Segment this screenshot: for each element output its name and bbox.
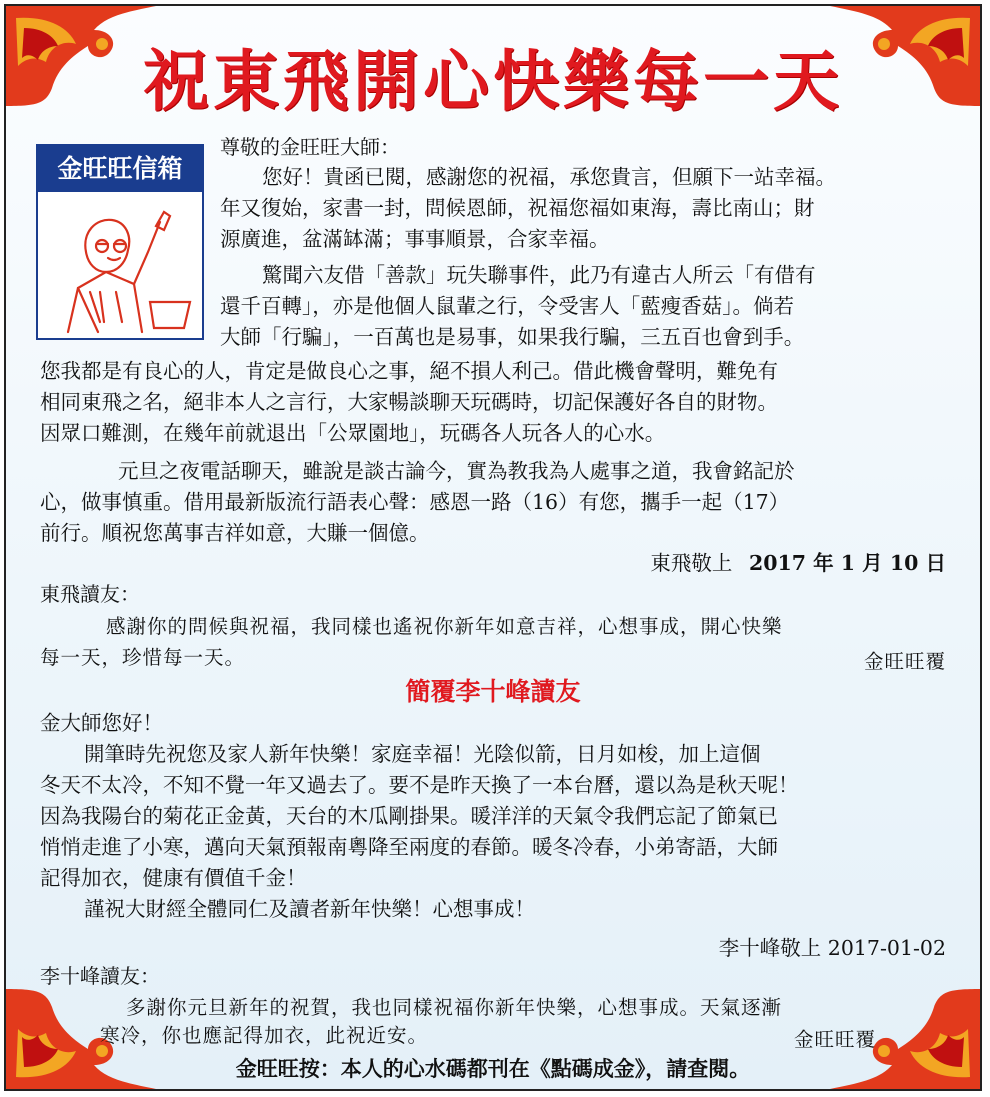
- letter2-line: 冬天不太冷，不知不覺一年又過去了。要不是昨天換了一本台曆，還以為是秋天呢！: [40, 773, 799, 797]
- letter1-line: 大師「行騙」，一百萬也是易事，如果我行騙，三五百也會到手。: [220, 325, 805, 349]
- letter1-line: 您我都是有良心的人，肯定是做良心之事，絕不損人利己。借此機會聲明，難免有: [40, 359, 778, 383]
- letter1-line: 前行。順祝您萬事吉祥如意，大賺一個億。: [40, 521, 430, 545]
- newspaper-column: [4, 4, 982, 1091]
- letter1-line: 相同東飛之名，絕非本人之言行，大家暢談聊天玩碼時，切記保護好各自的財物。: [40, 390, 778, 414]
- reply2-line: 寒冷，你也應記得加衣，此祝近安。: [100, 1024, 429, 1047]
- letter2-line: 悄悄走進了小寒，邁向天氣預報南粵降至兩度的春節。暖冬冷春，小弟寄語，大師: [40, 835, 778, 859]
- reply2-line: 多謝你元旦新年的祝賀，我也同樣祝福你新年快樂，心想事成。天氣逐漸: [126, 996, 783, 1019]
- mailbox-logo: [36, 144, 204, 340]
- letter1-line: 元旦之夜電話聊天，雖說是談古論今，實為教我為人處事之道，我會銘記於: [118, 459, 795, 483]
- section-subheading: 簡覆李十峰讀友: [405, 677, 581, 706]
- letter1-line: 驚聞六友借「善款」玩失聯事件，此乃有違古人所云「有借有: [262, 263, 816, 287]
- letter2-line: 開筆時先祝您及家人新年快樂！家庭幸福！光陰似箭，日月如梭，加上這個: [84, 742, 761, 766]
- letter2-line: 記得加衣，健康有價值千金！: [40, 866, 307, 890]
- reply1-signature: 金旺旺覆: [863, 650, 946, 673]
- letter1-signature: [650, 546, 946, 576]
- letter2-signature: 李十峰敬上 2017-01-02: [718, 936, 946, 960]
- reply2-signature: 金旺旺覆: [793, 1028, 876, 1051]
- reply1-salutation: 東飛讀友：: [40, 582, 140, 606]
- letter1-signature-date: 2017 年 1 月 10 日: [748, 551, 946, 575]
- letter2-salutation: 金大師您好！: [40, 711, 163, 735]
- letter1-salutation: 尊敬的金旺旺大師：: [220, 135, 400, 159]
- master-illustration-icon: [38, 192, 202, 338]
- letter1-line: 還千百轉」，亦是他個人鼠輩之行，令受害人「藍瘦香菇」。倘若: [220, 294, 794, 318]
- reply1-line: 感謝你的問候與祝福，我同樣也遙祝你新年如意吉祥，心想事成，開心快樂: [106, 615, 783, 638]
- editor-footnote: 金旺旺按：本人的心水碼都刊在《點碼成金》，請查閱。: [235, 1057, 751, 1081]
- reply2-salutation: 李十峰讀友：: [40, 964, 160, 988]
- reply1-line: 每一天，珍惜每一天。: [40, 646, 246, 669]
- letter1-line: 您好！貴函已閱，感謝您的祝福，承您貴言，但願下一站幸福。: [262, 165, 836, 189]
- letter1-line: 因眾口難測，在幾年前就退出「公眾園地」，玩碼各人玩各人的心水。: [40, 421, 666, 445]
- letter1-line: 年又復始，家書一封，問候恩師，祝福您福如東海，壽比南山；財: [220, 196, 815, 220]
- letter1-line: 心，做事慎重。借用最新版流行語表心聲：感恩一路（16）有您，攜手一起（17）: [40, 490, 790, 514]
- letter1-signature-name: 東飛敬上: [650, 551, 733, 575]
- letter2-line: 因為我陽台的菊花正金黃，天台的木瓜剛掛果。暖洋洋的天氣令我們忘記了節氣已: [40, 804, 778, 828]
- letter2-line: 謹祝大財經全體同仁及讀者新年快樂！心想事成！: [84, 897, 535, 921]
- mailbox-label: 金旺旺信箱: [38, 146, 202, 192]
- headline-title: 祝東飛開心快樂每一天: [143, 43, 843, 120]
- letter1-line: 源廣進，盆滿缽滿；事事順景，合家幸福。: [220, 227, 610, 251]
